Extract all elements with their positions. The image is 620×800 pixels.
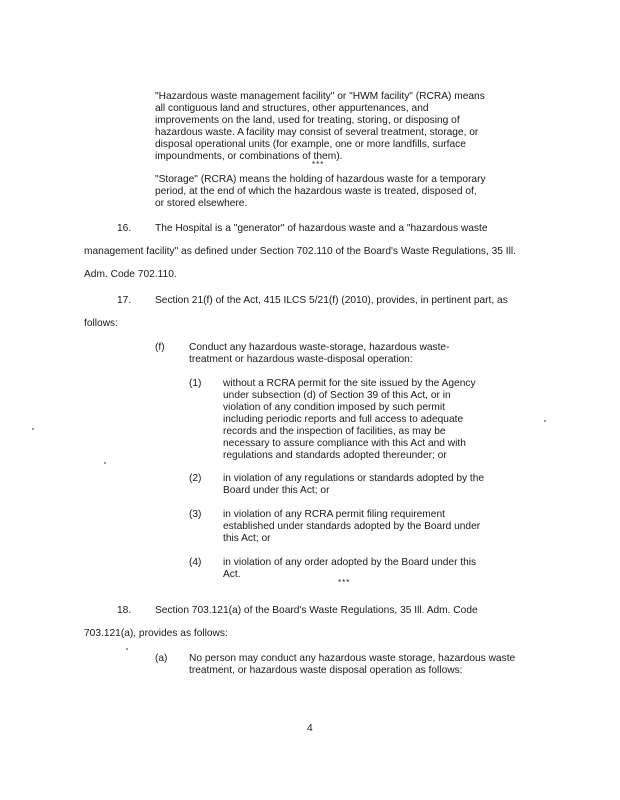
paragraph-line: The Hospital is a "generator" of hazardous waste and a "hazardous waste	[155, 223, 488, 234]
item-line: Act.	[223, 569, 241, 580]
item-line: regulations and standards adopted thereunder; or	[223, 450, 447, 461]
paragraph-number: 17.	[117, 295, 132, 306]
subsection-label: (f)	[155, 342, 165, 353]
item-line: without a RCRA permit for the site issued by the Agency	[223, 378, 476, 389]
scan-speck	[104, 462, 106, 464]
paragraph-line: 703.121(a), provides as follows:	[84, 628, 228, 639]
quote-line: impoundments, or combinations of them).	[155, 151, 343, 162]
item-line: records and the inspection of facilities, as may be	[223, 426, 446, 437]
scan-speck	[126, 648, 128, 650]
item-number: (3)	[189, 509, 202, 520]
omission-marker: ***	[338, 578, 351, 587]
item-line: necessary to assure compliance with this Act and with	[223, 438, 466, 449]
item-number: (2)	[189, 473, 202, 484]
omission-marker: ***	[312, 160, 325, 169]
paragraph-line: Section 21(f) of the Act, 415 ILCS 5/21(f) (2010), provides, in pertinent part, as	[155, 295, 508, 306]
scan-speck	[32, 428, 34, 430]
subsection-line: Conduct any hazardous waste-storage, hazardous waste-	[189, 342, 450, 353]
item-line: Board under this Act; or	[223, 485, 330, 496]
paragraph-line: follows:	[84, 318, 118, 329]
subsection-line: treatment or hazardous waste-disposal operation:	[189, 354, 413, 365]
quote-line: period, at the end of which the hazardous waste is treated, disposed of,	[155, 186, 477, 197]
paragraph-number: 16.	[117, 223, 132, 234]
item-line: this Act; or	[223, 533, 271, 544]
item-line: violation of any condition imposed by such permit	[223, 402, 445, 413]
quote-line: "Hazardous waste management facility" or "HWM facility" (RCRA) means	[155, 91, 485, 102]
quote-line: improvements on the land, used for treating, storing, or disposing of	[155, 115, 460, 126]
quote-line: disposal operational units (for example, one or more landfills, surface	[155, 139, 466, 150]
paragraph-number: 18.	[117, 605, 132, 616]
item-line: in violation of any order adopted by the Board under this	[223, 557, 477, 568]
paragraph-line: management facility" as defined under Section 702.110 of the Board's Waste Regulations, 35 Ill.	[84, 246, 516, 257]
quote-line: "Storage" (RCRA) means the holding of hazardous waste for a temporary	[155, 174, 486, 185]
quote-line: all contiguous land and structures, other appurtenances, and	[155, 103, 429, 114]
quote-line: hazardous waste. A facility may consist of several treatment, storage, or	[155, 127, 479, 138]
item-line: in violation of any RCRA permit filing requirement	[223, 509, 445, 520]
item-number: (1)	[189, 378, 202, 389]
item-line: under subsection (d) of Section 39 of this Act, or in	[223, 390, 451, 401]
subsection-label: (a)	[155, 653, 168, 664]
subsection-line: No person may conduct any hazardous waste storage, hazardous waste	[189, 653, 516, 664]
paragraph-line: Adm. Code 702.110.	[84, 269, 177, 280]
page-number: 4	[307, 723, 313, 734]
item-line: established under standards adopted by the Board under	[223, 521, 481, 532]
paragraph-line: Section 703.121(a) of the Board's Waste Regulations, 35 Ill. Adm. Code	[155, 605, 478, 616]
quote-line: or stored elsewhere.	[155, 198, 248, 209]
subsection-line: treatment, or hazardous waste disposal operation as follows:	[189, 665, 463, 676]
item-line: in violation of any regulations or standards adopted by the	[223, 473, 485, 484]
item-number: (4)	[189, 557, 202, 568]
scan-speck	[544, 420, 546, 422]
item-line: including periodic reports and full access to adequate	[223, 414, 464, 425]
